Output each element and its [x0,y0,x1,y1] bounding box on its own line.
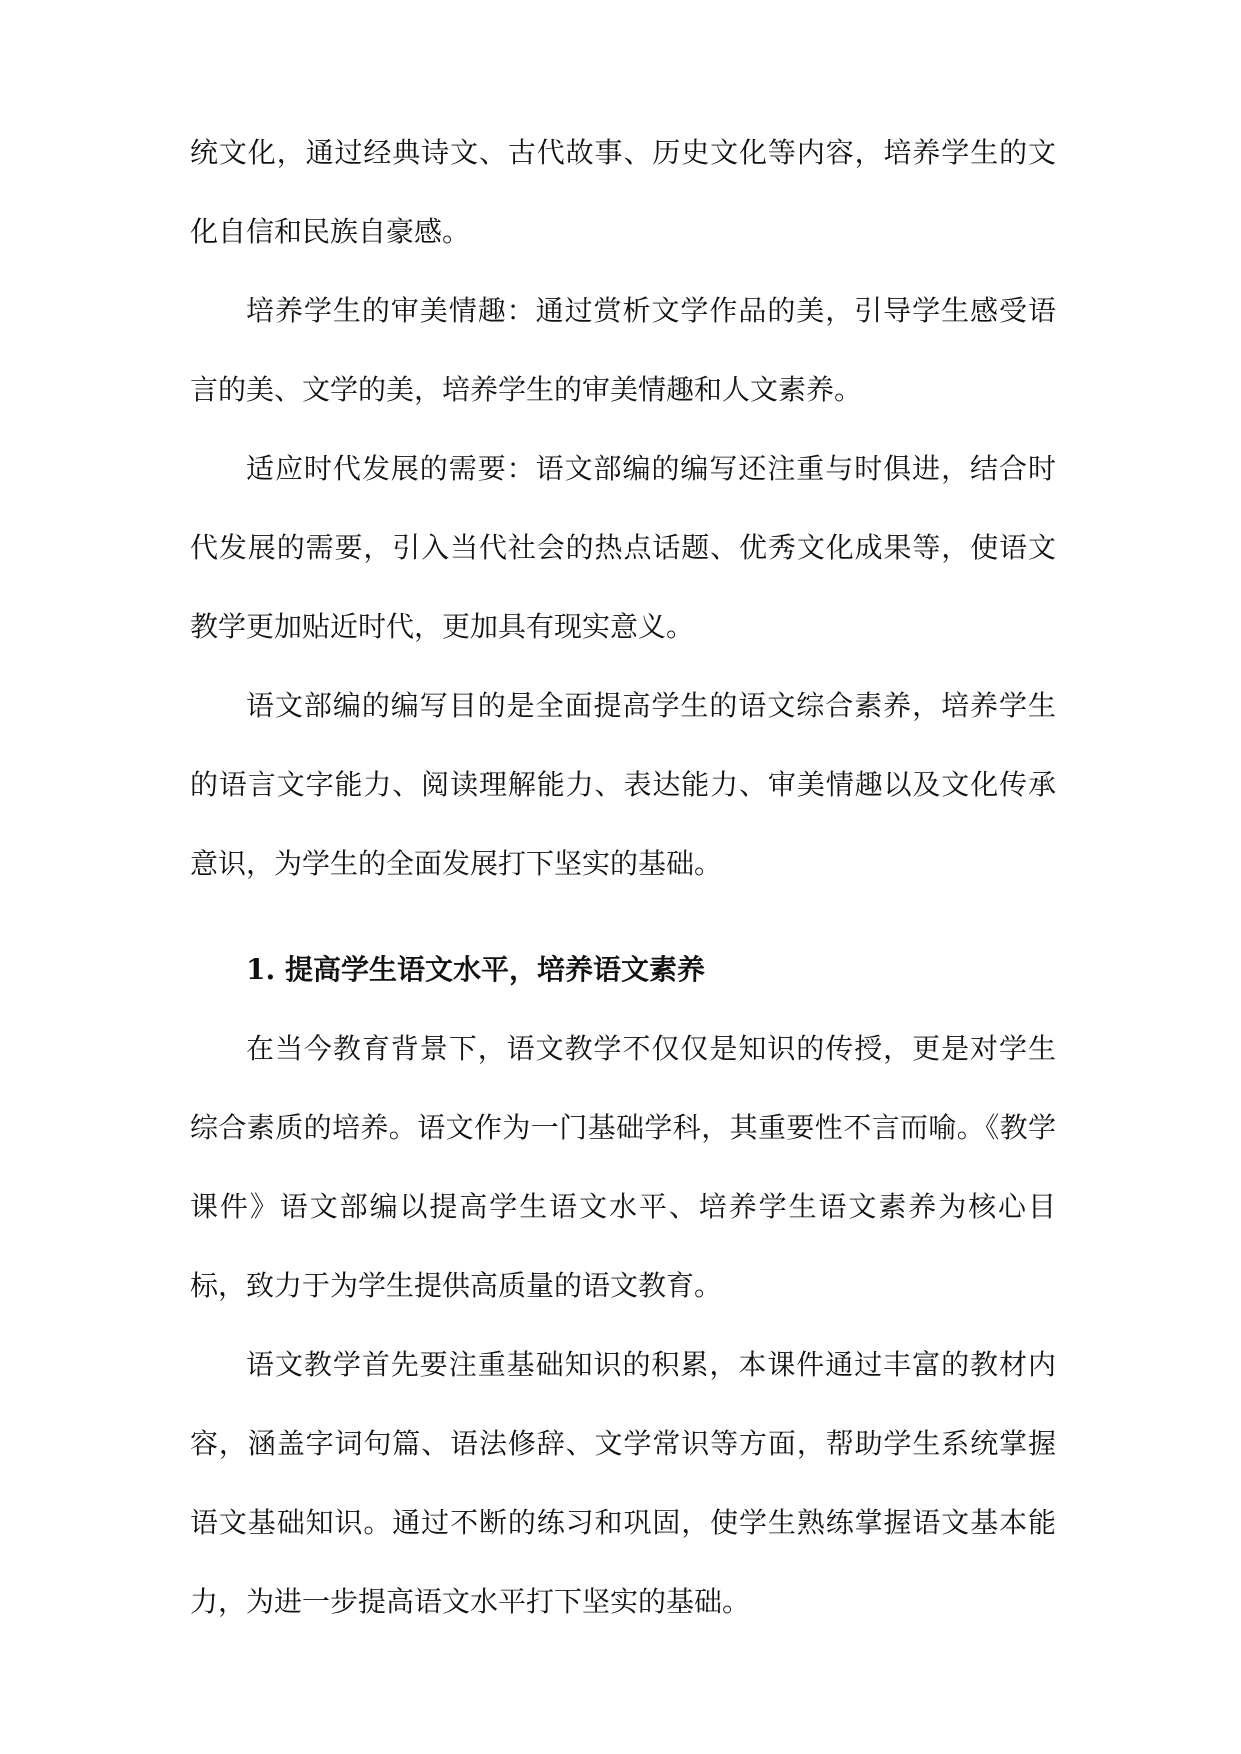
paragraph-basics: 语文教学首先要注重基础知识的积累，本课件通过丰富的教材内容，涵盖字词句篇、语法修辞、文学常识等方面，帮助学生系统掌握语文基础知识。通过不断的练习和巩固，使学生熟练掌握语文基本能力，为进一步提高语文水平打下坚实的基础。 [190,1348,1056,1618]
paragraph-background: 在当今教育背景下，语文教学不仅仅是知识的传授，更是对学生综合素质的培养。语文作为一门基础学科，其重要性不言而喻。《教学课件》语文部编以提高学生语文水平、培养学生语文素养为核心目标，致力于为学生提供高质量的语文教育。 [190,1032,1056,1302]
paragraph-purpose: 语文部编的编写目的是全面提高学生的语文综合素养，培养学生的语言文字能力、阅读理解能力、表达能力、审美情趣以及文化传承意识，为学生的全面发展打下坚实的基础。 [190,689,1056,880]
paragraph-times: 适应时代发展的需要：语文部编的编写还注重与时俱进，结合时代发展的需要，引入当代社会的热点话题、优秀文化成果等，使语文教学更加贴近时代，更加具有现实意义。 [190,452,1056,643]
section-heading: 1. 提高学生语文水平，培养语文素养 [246,953,705,986]
paragraph-aesthetic: 培养学生的审美情趣：通过赏析文学作品的美，引导学生感受语言的美、文学的美，培养学生的审美情趣和人文素养。 [190,294,1056,406]
paragraph-continuation: 统文化，通过经典诗文、古代故事、历史文化等内容，培养学生的文化自信和民族自豪感。 [190,136,1056,248]
